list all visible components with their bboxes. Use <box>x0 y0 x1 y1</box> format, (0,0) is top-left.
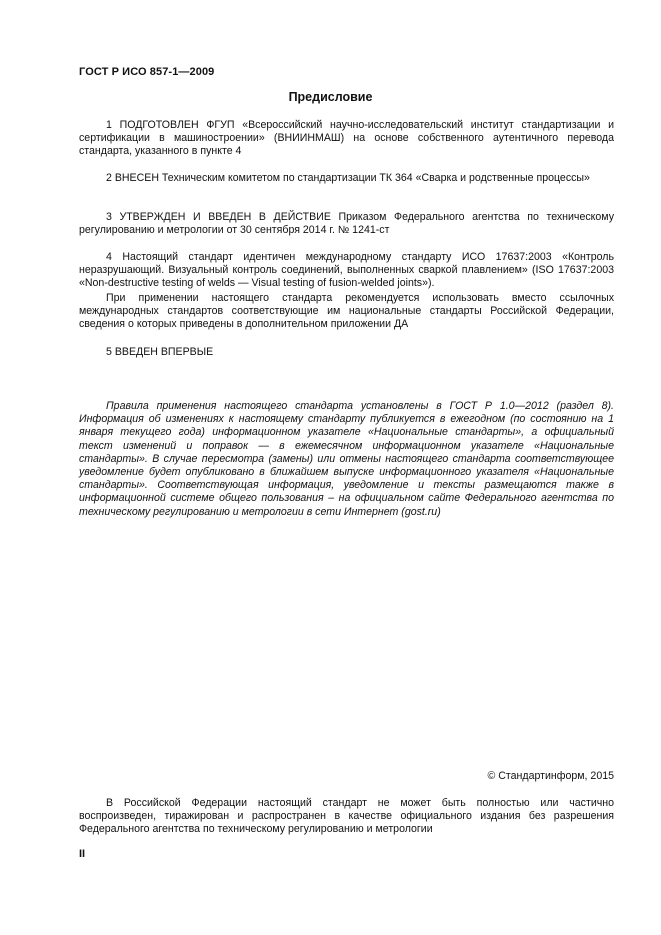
paragraph-approved: 3 УТВЕРЖДЕН И ВВЕДЕН В ДЕЙСТВИЕ Приказом Федерального агентства по техническому регулированию и метрологии от 30 сентября 2014 г. № 1241-ст <box>79 211 614 237</box>
reproduction-restriction: В Российской Федерации настоящий стандарт не может быть полностью или частично воспроизведен, тиражирован и распространен в качестве официального издания без разрешения Федерального агентства по техническому регулированию и метрологии <box>79 797 614 836</box>
paragraph-introduced-by: 2 ВНЕСЕН Техническим комитетом по стандартизации ТК 364 «Сварка и родственные процессы» <box>106 172 590 184</box>
paragraph-first-introduced: 5 ВВЕДЕН ВПЕРВЫЕ <box>106 346 214 358</box>
paragraph-prepared-by: 1 ПОДГОТОВЛЕН ФГУП «Всероссийский научно-исследовательский институт стандартизации и сертификации в машиностроении» (ВНИИНМАШ) на основе собственного аутентичного перевода стандарта, указанного в пункте 4 <box>79 119 614 158</box>
page-number: II <box>79 848 86 860</box>
page-title: Предисловие <box>288 90 373 104</box>
paragraph-identical-standard: 4 Настоящий стандарт идентичен международному стандарту ИСО 17637:2003 «Контроль неразрушающий. Визуальный контроль соединений, выполненных сваркой плавлением» (ISO 17637:2003 «Non-destructive testing of welds — Visual testing of fusion-welded joints»). <box>79 251 614 290</box>
standard-code-header: ГОСТ Р ИСО 857-1—2009 <box>79 66 215 78</box>
application-rules-note: Правила применения настоящего стандарта установлены в ГОСТ Р 1.0—2012 (раздел 8). Информация об изменениях к настоящему стандарту публикуется в ежегодном (по состоянию на 1 января текущего года) информационном указателе «Национальные стандарты», а официальный текст изменений и поправок — в ежемесячном информационном указателе «Национальные стандарты». В случае пересмотра (замены) или отмены настоящего стандарта соответствующее уведомление будет опубликовано в ближайшем выпуске информационного указателя «Национальные стандарты». Соответствующая информация, уведомление и тексты размещаются также в информационной системе общего пользования – на официальном сайте Федерального агентства по техническому регулированию и метрологии в сети Интернет (gost.ru) <box>79 400 614 518</box>
copyright-notice: © Стандартинформ, 2015 <box>487 770 614 782</box>
paragraph-reference-standards: При применении настоящего стандарта рекомендуется использовать вместо ссылочных международных стандартов соответствующие им национальные стандарты Российской Федерации, сведения о которых приведены в дополнительном приложении ДА <box>79 292 614 331</box>
